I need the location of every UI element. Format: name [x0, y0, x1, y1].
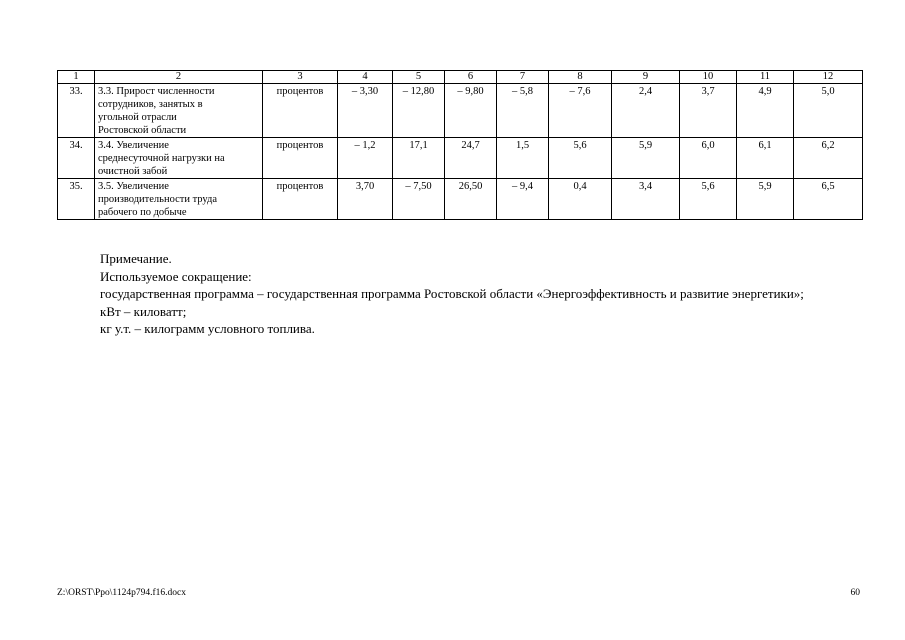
row-number-cell: 33. [58, 84, 95, 138]
row-number-cell: 34. [58, 138, 95, 179]
footer-file-path: Z:\ORST\Ppo\1124p794.f16.docx [57, 588, 186, 598]
column-header: 6 [445, 71, 497, 84]
indicator-name-line: очистной забой [98, 166, 168, 177]
value-cell: – 3,30 [338, 84, 393, 138]
value-cell: 5,9 [612, 138, 680, 179]
note-section [60, 250, 859, 338]
indicator-name-line: рабочего по добыче [98, 207, 187, 218]
unit-cell: процентов [263, 84, 338, 138]
indicator-name-line: 3.5. Увеличение [98, 181, 169, 192]
value-cell: 5,0 [794, 84, 863, 138]
value-cell: 6,5 [794, 179, 863, 220]
indicator-name-line: производительности труда [98, 194, 218, 205]
indicator-name-cell [95, 138, 263, 179]
value-cell: 26,50 [445, 179, 497, 220]
abbreviation-item: кВт – киловатт; [100, 303, 187, 319]
indicator-name-line: среднесуточной нагрузки на [98, 153, 225, 164]
value-cell: 4,9 [737, 84, 794, 138]
value-cell: 6,0 [680, 138, 737, 179]
value-cell: – 7,50 [393, 179, 445, 220]
value-cell: 3,7 [680, 84, 737, 138]
value-cell: – 5,8 [497, 84, 549, 138]
table-row [58, 84, 863, 138]
column-header: 1 [58, 71, 95, 84]
value-cell: 3,4 [612, 179, 680, 220]
value-cell: – 9,4 [497, 179, 549, 220]
value-cell: – 9,80 [445, 84, 497, 138]
unit-cell: процентов [263, 138, 338, 179]
column-header: 12 [794, 71, 863, 84]
value-cell: 17,1 [393, 138, 445, 179]
note-title: Примечание. [100, 251, 172, 266]
column-header: 9 [612, 71, 680, 84]
value-cell: 24,7 [445, 138, 497, 179]
table-header-row [58, 71, 863, 84]
column-header: 3 [263, 71, 338, 84]
column-header: 2 [95, 71, 263, 84]
value-cell: – 1,2 [338, 138, 393, 179]
column-header: 5 [393, 71, 445, 84]
value-cell: 6,1 [737, 138, 794, 179]
unit-cell: процентов [263, 179, 338, 220]
indicator-name-cell [95, 179, 263, 220]
indicator-name-line: 3.3. Прирост численности [98, 86, 215, 97]
value-cell: 3,70 [338, 179, 393, 220]
abbreviation-item: кг у.т. – килограмм условного топлива. [100, 321, 315, 336]
indicator-name-line: Ростовской области [98, 125, 187, 136]
column-header: 4 [338, 71, 393, 84]
value-cell: 6,2 [794, 138, 863, 179]
indicator-name-line: сотрудников, занятых в [98, 99, 203, 110]
column-header: 7 [497, 71, 549, 84]
value-cell: – 12,80 [393, 84, 445, 138]
value-cell: 5,6 [549, 138, 612, 179]
abbreviation-item: государственная программа – государственная программа Ростовской области «Энергоэффективность и развитие энергетики»; [100, 286, 804, 301]
value-cell: 2,4 [612, 84, 680, 138]
table-row [58, 138, 863, 179]
value-cell: – 7,6 [549, 84, 612, 138]
value-cell: 5,9 [737, 179, 794, 220]
value-cell: 5,6 [680, 179, 737, 220]
column-header: 10 [680, 71, 737, 84]
indicator-name-line: угольной отрасли [98, 112, 177, 123]
column-header: 8 [549, 71, 612, 84]
value-cell: 1,5 [497, 138, 549, 179]
abbreviation-heading: Используемое сокращение: [100, 268, 252, 284]
value-cell: 0,4 [549, 179, 612, 220]
row-number-cell: 35. [58, 179, 95, 220]
indicator-name-cell [95, 84, 263, 138]
indicator-name-line: 3.4. Увеличение [98, 140, 169, 151]
footer-page-number: 60 [850, 588, 860, 598]
column-header: 11 [737, 71, 794, 84]
table-row [58, 179, 863, 220]
indicators-table [57, 70, 863, 220]
